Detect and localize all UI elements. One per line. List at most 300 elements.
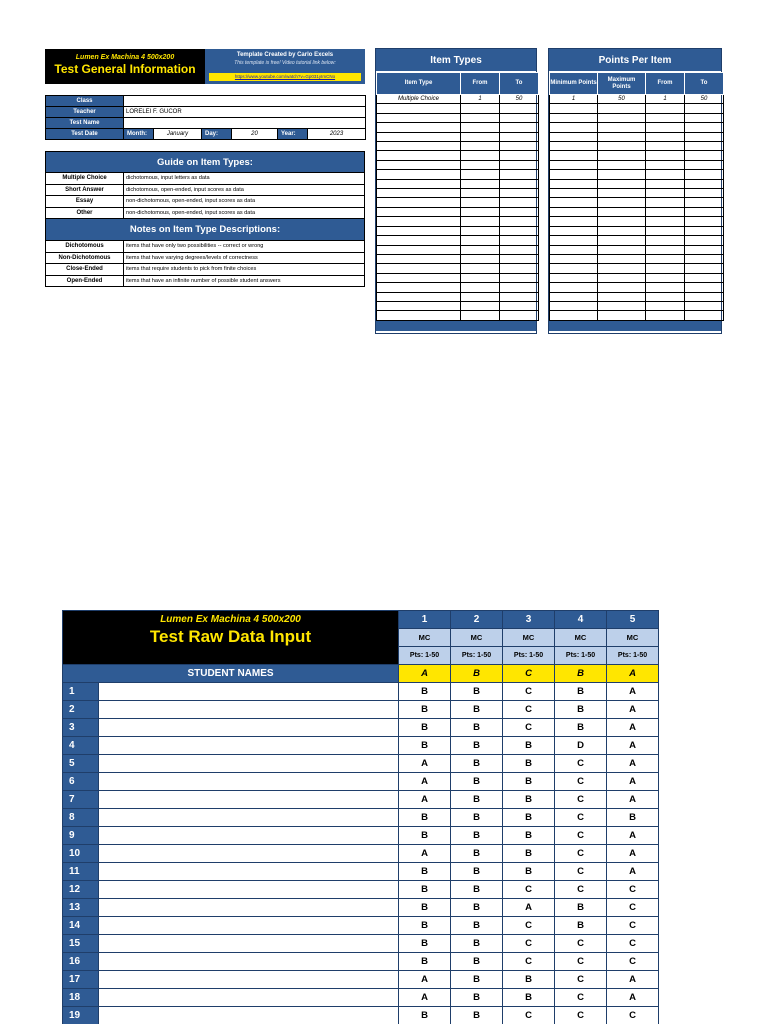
student-answer-cell[interactable]: B [451, 683, 503, 701]
item-type-cell[interactable] [500, 283, 539, 292]
student-name-field[interactable] [99, 737, 399, 755]
item-type-cell[interactable] [461, 245, 500, 254]
item-type-cell[interactable] [500, 236, 539, 245]
points-cell[interactable] [550, 283, 598, 292]
student-answer-cell[interactable]: B [503, 971, 555, 989]
item-type-cell[interactable] [377, 283, 461, 292]
student-name-field[interactable] [99, 809, 399, 827]
points-cell[interactable] [685, 301, 724, 310]
points-cell[interactable] [685, 170, 724, 179]
points-cell[interactable] [598, 217, 646, 226]
item-type-cell[interactable] [461, 292, 500, 301]
student-answer-cell[interactable]: B [451, 1007, 503, 1024]
student-name-field[interactable] [99, 701, 399, 719]
student-answer-cell[interactable]: B [451, 989, 503, 1007]
item-type-cell[interactable] [500, 189, 539, 198]
points-cell[interactable] [646, 132, 685, 141]
points-cell[interactable] [550, 311, 598, 320]
points-cell[interactable] [550, 151, 598, 160]
student-answer-cell[interactable]: B [399, 737, 451, 755]
student-answer-cell[interactable]: B [451, 863, 503, 881]
item-type-cell[interactable] [500, 217, 539, 226]
item-type-cell[interactable] [461, 236, 500, 245]
student-answer-cell[interactable]: C [555, 953, 607, 971]
points-cell[interactable] [598, 207, 646, 216]
item-type-cell[interactable] [500, 151, 539, 160]
student-name-field[interactable] [99, 773, 399, 791]
student-answer-cell[interactable]: B [451, 737, 503, 755]
student-answer-cell[interactable]: A [607, 683, 659, 701]
points-cell[interactable] [598, 151, 646, 160]
points-cell[interactable] [685, 311, 724, 320]
student-answer-cell[interactable]: B [399, 683, 451, 701]
note-row [45, 264, 365, 276]
points-cell[interactable] [550, 292, 598, 301]
points-cell[interactable] [550, 254, 598, 263]
student-answer-cell[interactable]: B [399, 899, 451, 917]
item-type-cell[interactable] [377, 254, 461, 263]
points-cell[interactable] [598, 132, 646, 141]
student-answer-cell[interactable]: A [607, 989, 659, 1007]
points-cell[interactable] [598, 292, 646, 301]
points-cell[interactable]: 50 [598, 95, 646, 104]
student-answer-cell[interactable]: A [607, 719, 659, 737]
item-type-cell[interactable] [461, 170, 500, 179]
points-cell[interactable] [646, 245, 685, 254]
item-type-cell[interactable] [377, 113, 461, 122]
points-cell[interactable] [598, 142, 646, 151]
points-cell[interactable] [598, 160, 646, 169]
points-cell[interactable] [646, 189, 685, 198]
item-type-cell[interactable] [461, 113, 500, 122]
points-cell[interactable] [685, 198, 724, 207]
guide-title: Guide on Item Types: [45, 151, 365, 173]
points-cell[interactable] [550, 123, 598, 132]
points-cell[interactable] [598, 283, 646, 292]
class-field[interactable] [124, 96, 366, 107]
student-answer-cell[interactable]: B [503, 755, 555, 773]
student-answer-cell[interactable]: B [555, 899, 607, 917]
points-cell[interactable] [646, 217, 685, 226]
student-answer-cell[interactable]: A [607, 773, 659, 791]
points-cell[interactable] [646, 311, 685, 320]
guide-description: dichotomous, open-ended, input scores as data [126, 186, 244, 193]
item-type-cell[interactable]: 1 [461, 95, 500, 104]
points-cell[interactable] [646, 142, 685, 151]
points-cell[interactable] [550, 142, 598, 151]
student-answer-cell[interactable]: C [607, 1007, 659, 1024]
points-cell[interactable] [646, 292, 685, 301]
student-answer-cell[interactable]: B [451, 881, 503, 899]
test-name-field[interactable] [124, 118, 366, 129]
item-type-cell[interactable] [500, 142, 539, 151]
points-cell[interactable] [685, 283, 724, 292]
student-answer-cell[interactable]: B [399, 953, 451, 971]
student-answer-cell[interactable]: C [607, 935, 659, 953]
item-type-cell[interactable] [377, 301, 461, 310]
points-cell[interactable] [685, 189, 724, 198]
student-answer-cell[interactable]: B [607, 809, 659, 827]
points-cell[interactable] [598, 236, 646, 245]
student-answer-cell[interactable]: C [503, 881, 555, 899]
student-answer-cell[interactable]: B [503, 989, 555, 1007]
student-name-field[interactable] [99, 827, 399, 845]
item-type-cell[interactable] [500, 292, 539, 301]
student-answer-cell[interactable]: A [399, 791, 451, 809]
student-answer-cell[interactable]: C [555, 845, 607, 863]
item-type-cell[interactable] [377, 132, 461, 141]
month-field[interactable]: January [154, 129, 202, 140]
points-cell[interactable] [685, 264, 724, 273]
student-answer-cell[interactable]: C [555, 773, 607, 791]
item-type-cell[interactable] [377, 179, 461, 188]
student-name-field[interactable] [99, 935, 399, 953]
points-cell[interactable] [646, 104, 685, 113]
points-cell[interactable] [685, 123, 724, 132]
points-cell[interactable] [685, 179, 724, 188]
points-cell[interactable] [598, 123, 646, 132]
student-answer-cell[interactable]: C [503, 683, 555, 701]
item-type-cell[interactable] [461, 179, 500, 188]
student-answer-cell[interactable]: A [399, 845, 451, 863]
points-cell[interactable] [550, 189, 598, 198]
student-answer-cell[interactable]: B [399, 1007, 451, 1024]
points-cell[interactable] [550, 179, 598, 188]
points-cell[interactable] [598, 311, 646, 320]
item-type-cell[interactable] [500, 179, 539, 188]
student-answer-cell[interactable]: C [555, 1007, 607, 1024]
student-answer-cell[interactable]: C [555, 827, 607, 845]
points-cell[interactable] [598, 170, 646, 179]
student-answer-cell[interactable]: C [503, 1007, 555, 1024]
points-cell[interactable] [685, 132, 724, 141]
item-type-cell[interactable] [500, 113, 539, 122]
points-cell[interactable] [550, 207, 598, 216]
student-answer-cell[interactable]: B [555, 683, 607, 701]
student-answer-cell[interactable]: C [555, 935, 607, 953]
item-type-cell[interactable] [500, 311, 539, 320]
student-answer-cell[interactable]: C [503, 935, 555, 953]
points-cell[interactable] [646, 301, 685, 310]
item-type-cell[interactable]: 50 [500, 95, 539, 104]
student-answer-cell[interactable]: A [607, 791, 659, 809]
points-cell[interactable] [550, 273, 598, 282]
student-answer-cell[interactable]: B [503, 791, 555, 809]
student-answer-cell[interactable]: B [399, 701, 451, 719]
student-answer-cell[interactable]: C [555, 881, 607, 899]
item-type-cell[interactable] [461, 273, 500, 282]
points-cell[interactable] [598, 198, 646, 207]
student-answer-cell[interactable]: C [555, 791, 607, 809]
item-type-cell[interactable] [461, 151, 500, 160]
points-cell[interactable] [598, 226, 646, 235]
student-answer-cell[interactable]: B [555, 719, 607, 737]
student-name-field[interactable] [99, 971, 399, 989]
points-cell[interactable] [646, 226, 685, 235]
student-answer-cell[interactable]: B [555, 701, 607, 719]
item-type-cell[interactable] [377, 151, 461, 160]
item-type-cell[interactable] [500, 104, 539, 113]
student-answer-cell[interactable]: A [607, 845, 659, 863]
points-cell[interactable] [646, 179, 685, 188]
student-answer-cell[interactable]: B [399, 881, 451, 899]
points-cell[interactable] [550, 160, 598, 169]
student-answer-cell[interactable]: C [555, 863, 607, 881]
points-cell[interactable] [685, 142, 724, 151]
item-type-cell[interactable] [500, 245, 539, 254]
student-name-field[interactable] [99, 899, 399, 917]
item-type-cell[interactable] [377, 226, 461, 235]
points-cell[interactable] [550, 226, 598, 235]
year-field[interactable]: 2023 [308, 129, 366, 140]
item-type-cell[interactable] [377, 264, 461, 273]
student-answer-cell[interactable]: B [399, 935, 451, 953]
item-type-cell[interactable] [461, 264, 500, 273]
points-cell[interactable] [685, 254, 724, 263]
student-name-field[interactable] [99, 863, 399, 881]
item-type-cell[interactable] [500, 207, 539, 216]
item-type-cell[interactable] [377, 292, 461, 301]
student-answer-cell[interactable]: B [451, 827, 503, 845]
points-cell[interactable] [685, 226, 724, 235]
item-type-cell[interactable] [377, 207, 461, 216]
student-answer-cell[interactable]: B [503, 863, 555, 881]
item-type-cell[interactable] [377, 217, 461, 226]
points-cell[interactable] [685, 207, 724, 216]
student-answer-cell[interactable]: B [451, 899, 503, 917]
points-cell[interactable] [685, 104, 724, 113]
points-cell[interactable] [685, 160, 724, 169]
points-cell[interactable] [685, 245, 724, 254]
points-cell[interactable] [646, 207, 685, 216]
student-answer-cell[interactable]: B [451, 971, 503, 989]
points-cell[interactable] [550, 301, 598, 310]
item-type-cell[interactable] [377, 189, 461, 198]
student-answer-cell[interactable]: B [451, 791, 503, 809]
answer-key-cell[interactable]: A [607, 665, 659, 683]
item-type-cell[interactable] [461, 142, 500, 151]
student-answer-cell[interactable]: C [607, 899, 659, 917]
item-type-cell[interactable] [461, 217, 500, 226]
points-cell[interactable] [646, 113, 685, 122]
item-type-cell[interactable] [461, 160, 500, 169]
item-type-cell[interactable]: Multiple Choice [377, 95, 461, 104]
student-name-field[interactable] [99, 953, 399, 971]
student-answer-cell[interactable]: B [503, 845, 555, 863]
item-type-cell[interactable] [500, 301, 539, 310]
points-cell[interactable] [598, 179, 646, 188]
student-answer-cell[interactable]: A [607, 737, 659, 755]
student-answer-cell[interactable]: A [607, 701, 659, 719]
student-answer-cell[interactable]: C [503, 953, 555, 971]
points-cell[interactable]: 1 [550, 95, 598, 104]
points-cell[interactable] [685, 236, 724, 245]
item-type-cell[interactable] [500, 254, 539, 263]
video-tutorial-link[interactable]: https://www.youtube.com/watch?v=Gp031yImCNo [209, 73, 361, 81]
points-cell[interactable] [598, 273, 646, 282]
item-type-cell[interactable] [461, 132, 500, 141]
points-cell[interactable] [598, 245, 646, 254]
teacher-field[interactable]: LORELEI F. GUCOR [124, 107, 366, 118]
student-answer-cell[interactable]: A [399, 773, 451, 791]
student-answer-cell[interactable]: B [451, 755, 503, 773]
student-answer-cell[interactable]: C [555, 989, 607, 1007]
student-answer-cell[interactable]: B [451, 701, 503, 719]
points-cell[interactable] [598, 104, 646, 113]
item-type-cell[interactable] [377, 236, 461, 245]
student-answer-cell[interactable]: C [607, 953, 659, 971]
student-answer-cell[interactable]: B [451, 809, 503, 827]
student-answer-cell[interactable]: C [555, 809, 607, 827]
item-type-cell[interactable] [500, 132, 539, 141]
student-answer-cell[interactable]: C [503, 701, 555, 719]
raw-data-title: Test Raw Data Input [149, 627, 312, 646]
student-answer-cell[interactable]: B [451, 719, 503, 737]
item-type-cell[interactable] [461, 254, 500, 263]
student-answer-cell[interactable]: C [607, 917, 659, 935]
item-type-cell[interactable] [461, 301, 500, 310]
student-answer-cell[interactable]: A [607, 863, 659, 881]
item-type-cell[interactable] [461, 189, 500, 198]
points-cell[interactable] [550, 113, 598, 122]
points-cell[interactable] [646, 254, 685, 263]
points-cell[interactable]: 50 [685, 95, 724, 104]
student-answer-cell[interactable]: B [399, 827, 451, 845]
student-answer-cell[interactable]: B [399, 917, 451, 935]
student-name-field[interactable] [99, 989, 399, 1007]
student-answer-cell[interactable]: D [555, 737, 607, 755]
item-type-cell[interactable] [461, 104, 500, 113]
student-answer-cell[interactable]: C [607, 881, 659, 899]
student-answer-cell[interactable]: C [503, 719, 555, 737]
answer-key-cell[interactable]: C [503, 665, 555, 683]
student-answer-cell[interactable]: B [451, 917, 503, 935]
student-answer-cell[interactable]: B [503, 809, 555, 827]
points-cell[interactable] [598, 264, 646, 273]
item-type-cell[interactable] [500, 160, 539, 169]
answer-key-cell[interactable]: A [399, 665, 451, 683]
points-cell[interactable] [685, 273, 724, 282]
points-cell[interactable] [598, 254, 646, 263]
answer-key-cell[interactable]: B [555, 665, 607, 683]
student-answer-cell[interactable]: A [399, 755, 451, 773]
points-cell[interactable] [550, 104, 598, 113]
student-name-field[interactable] [99, 881, 399, 899]
item-type-cell[interactable] [500, 198, 539, 207]
points-cell[interactable] [646, 236, 685, 245]
points-cell[interactable] [550, 170, 598, 179]
points-cell[interactable] [646, 264, 685, 273]
student-answer-cell[interactable]: B [503, 827, 555, 845]
student-name-field[interactable] [99, 845, 399, 863]
student-answer-cell[interactable]: C [555, 755, 607, 773]
student-answer-cell[interactable]: B [399, 809, 451, 827]
item-type-cell[interactable] [461, 198, 500, 207]
student-answer-cell[interactable]: B [399, 863, 451, 881]
points-cell[interactable] [685, 217, 724, 226]
points-cell[interactable] [685, 151, 724, 160]
student-answer-cell[interactable]: B [399, 719, 451, 737]
student-name-field[interactable] [99, 1007, 399, 1024]
student-answer-cell[interactable]: B [503, 737, 555, 755]
item-type-cell[interactable] [377, 160, 461, 169]
student-answer-cell[interactable]: B [451, 935, 503, 953]
item-type-cell[interactable] [461, 283, 500, 292]
points-cell[interactable] [550, 264, 598, 273]
item-type-cell[interactable] [377, 142, 461, 151]
item-type-cell[interactable] [377, 245, 461, 254]
student-answer-cell[interactable]: A [607, 827, 659, 845]
student-answer-cell[interactable]: A [607, 971, 659, 989]
item-type-cell[interactable] [461, 226, 500, 235]
item-type-cell[interactable] [461, 123, 500, 132]
points-cell[interactable] [685, 113, 724, 122]
points-cell[interactable]: 1 [646, 95, 685, 104]
item-type-cell[interactable] [377, 170, 461, 179]
item-type-cell[interactable] [500, 170, 539, 179]
item-type-cell[interactable] [461, 207, 500, 216]
points-cell[interactable] [598, 301, 646, 310]
student-answer-cell[interactable]: B [555, 917, 607, 935]
student-answer-cell[interactable]: C [555, 971, 607, 989]
item-type-cell[interactable] [377, 104, 461, 113]
student-name-field[interactable] [99, 791, 399, 809]
answer-key-cell[interactable]: B [451, 665, 503, 683]
student-answer-cell[interactable]: A [607, 755, 659, 773]
points-cell[interactable] [646, 170, 685, 179]
points-cell[interactable] [646, 160, 685, 169]
student-answer-cell[interactable]: B [451, 773, 503, 791]
student-answer-cell[interactable]: B [451, 953, 503, 971]
student-answer-cell[interactable]: A [399, 989, 451, 1007]
points-cell[interactable] [598, 189, 646, 198]
day-field[interactable]: 20 [232, 129, 278, 140]
points-cell[interactable] [550, 132, 598, 141]
item-type-cell[interactable] [500, 264, 539, 273]
points-cell[interactable] [685, 292, 724, 301]
item-type-cell[interactable] [377, 311, 461, 320]
item-type-cell[interactable] [377, 123, 461, 132]
item-types-panel [375, 48, 537, 334]
points-cell[interactable] [598, 113, 646, 122]
student-name-field[interactable] [99, 755, 399, 773]
points-cell[interactable] [646, 123, 685, 132]
item-type-cell[interactable] [500, 273, 539, 282]
item-type-cell[interactable] [377, 198, 461, 207]
item-type-cell[interactable] [500, 226, 539, 235]
points-cell[interactable] [646, 198, 685, 207]
student-name-field[interactable] [99, 683, 399, 701]
item-type-cell[interactable] [377, 273, 461, 282]
student-answer-cell[interactable]: B [451, 845, 503, 863]
student-answer-cell[interactable]: A [503, 899, 555, 917]
student-answer-cell[interactable]: C [503, 917, 555, 935]
points-cell[interactable] [646, 283, 685, 292]
points-cell[interactable] [550, 245, 598, 254]
points-cell[interactable] [646, 151, 685, 160]
item-type-cell[interactable] [500, 123, 539, 132]
points-cell[interactable] [646, 273, 685, 282]
student-answer-cell[interactable]: B [503, 773, 555, 791]
points-cell[interactable] [550, 217, 598, 226]
points-cell[interactable] [550, 198, 598, 207]
student-answer-cell[interactable]: A [399, 971, 451, 989]
student-name-field[interactable] [99, 719, 399, 737]
student-name-field[interactable] [99, 917, 399, 935]
points-column-header: Maximum Points [598, 73, 646, 95]
item-type-cell[interactable] [461, 311, 500, 320]
points-cell[interactable] [550, 236, 598, 245]
